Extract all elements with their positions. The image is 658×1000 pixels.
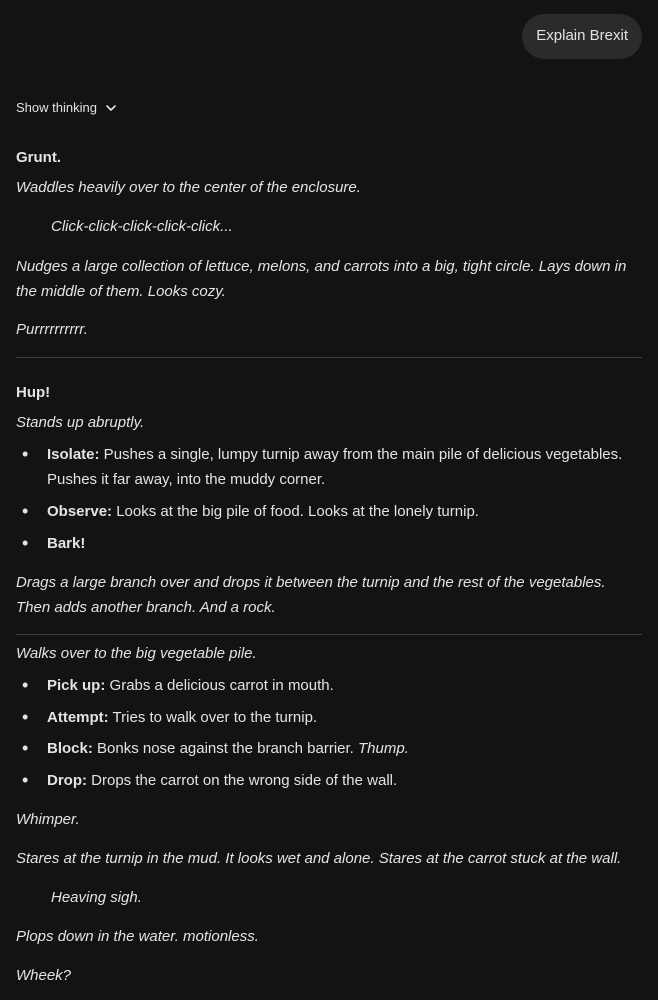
response-wheek: Wheek? bbox=[16, 967, 72, 984]
bullet-dot: • bbox=[22, 738, 29, 758]
chevron-down-icon bbox=[105, 102, 117, 114]
show-thinking-label: Show thinking bbox=[16, 100, 97, 115]
response-plops: Plops down in the water. motionless. bbox=[16, 928, 259, 945]
response-purr: Purrrrrrrrrr. bbox=[16, 321, 88, 338]
list-item-label: Drop: bbox=[47, 772, 87, 789]
list-item-label: Block: bbox=[47, 740, 93, 757]
list-item-label: Observe: bbox=[47, 503, 113, 520]
list-item-label: Attempt: bbox=[47, 709, 109, 726]
list-item-text: Pushes a single, lumpy turnip away from the main pile of delicious vegetables. Pushes it far away, into the muddy corner. bbox=[47, 446, 623, 488]
list-item-label: Isolate: bbox=[47, 446, 100, 463]
list-item-emphasis: Thump. bbox=[358, 740, 409, 757]
bullet-dot: • bbox=[22, 444, 29, 464]
list-item-text: Bonks nose against the branch barrier. bbox=[92, 740, 359, 757]
response-drags: Drags a large branch over and drops it between the turnip and the rest of the vegetables. Then adds another branch. And a rock. bbox=[16, 574, 606, 616]
bullet-dot: • bbox=[22, 770, 29, 790]
list-item-label: Bark! bbox=[47, 535, 86, 552]
list-item-text: Grabs a delicious carrot in mouth. bbox=[105, 677, 334, 694]
list-item-text: Drops the carrot on the wrong side of the wall. bbox=[87, 772, 398, 789]
list-item-label: Pick up: bbox=[47, 677, 106, 694]
bullet-dot: • bbox=[22, 707, 29, 727]
bullet-dot: • bbox=[22, 501, 29, 521]
response-stares: Stares at the turnip in the mud. It looks wet and alone. Stares at the carrot stuck at the wall. bbox=[16, 850, 622, 867]
section-divider bbox=[16, 634, 642, 635]
response-grunt: Grunt. bbox=[16, 149, 61, 166]
show-thinking-toggle[interactable] bbox=[16, 100, 117, 115]
list-item-text: Looks at the big pile of food. Looks at the lonely turnip. bbox=[112, 503, 479, 520]
response-hup: Hup! bbox=[16, 384, 51, 401]
response-walks: Walks over to the big vegetable pile. bbox=[16, 645, 257, 662]
response-sigh: Heaving sigh. bbox=[51, 889, 142, 906]
response-stands: Stands up abruptly. bbox=[16, 414, 145, 431]
section-divider bbox=[16, 357, 642, 358]
response-waddles: Waddles heavily over to the center of the enclosure. bbox=[16, 179, 361, 196]
response-click: Click-click-click-click-click... bbox=[51, 218, 233, 235]
response-nudges: Nudges a large collection of lettuce, melons, and carrots into a big, tight circle. Lays down in the middle of them. Looks cozy. bbox=[16, 258, 627, 300]
bullet-dot: • bbox=[22, 675, 29, 695]
list-item-text: Tries to walk over to the turnip. bbox=[108, 709, 318, 726]
response-whimper: Whimper. bbox=[16, 811, 80, 828]
bullet-dot: • bbox=[22, 533, 29, 553]
user-message-bubble: Explain Brexit bbox=[522, 14, 642, 59]
